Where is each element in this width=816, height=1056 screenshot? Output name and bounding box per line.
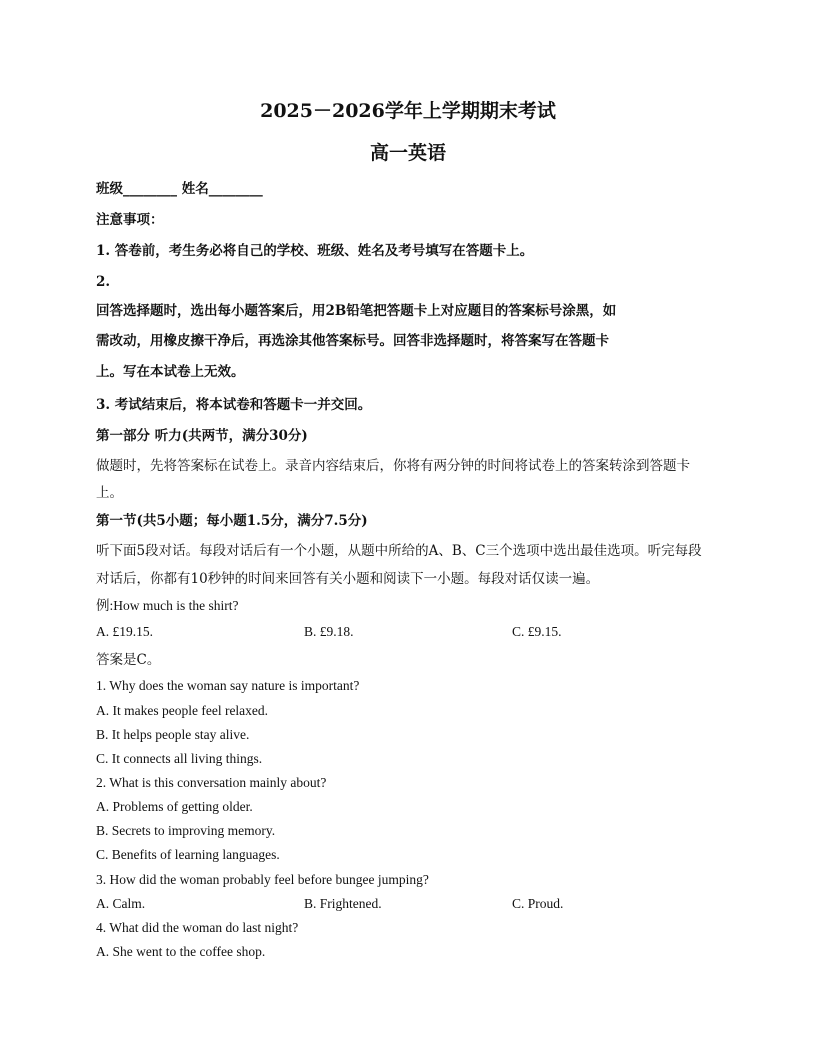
class-blank: ________ [123, 181, 177, 197]
question-1-option-a: A. It makes people feel relaxed. [96, 703, 269, 718]
class-label: 班级 [96, 181, 123, 197]
exam-subject: 高一英语 [369, 142, 446, 164]
part1-intro-line-1: 做题时，先将答案标在试卷上。录音内容结束后，你将有两分钟的时间将试卷上的答案转涂到答题卡 [96, 458, 690, 474]
example-question: 例:How much is the shirt? [96, 598, 239, 613]
question-4-stem: 4. What did the woman do last night? [96, 920, 299, 935]
part1-intro-line-2: 上。 [96, 485, 123, 501]
example-answer: 答案是C。 [96, 652, 161, 668]
note-item-2-line-1: 回答选择题时，选出每小题答案后，用2B铅笔把答题卡上对应题目的答案标号涂黑，如 [96, 303, 617, 319]
question-4-option-a: A. She went to the coffee shop. [96, 944, 266, 959]
name-label: 姓名 [181, 181, 209, 197]
question-1-option-b: B. It helps people stay alive. [96, 727, 250, 742]
question-1-option-c: C. It connects all living things. [96, 751, 263, 766]
part1-heading: 第一部分 听力(共两节，满分30分) [96, 428, 308, 444]
notes-heading: 注意事项： [96, 212, 164, 228]
question-3-stem: 3. How did the woman probably feel before bungee jumping? [96, 872, 429, 887]
note-item-2-line-3: 上。写在本试卷上无效。 [96, 364, 245, 380]
name-blank: ________ [208, 181, 263, 197]
question-2-option-a: A. Problems of getting older. [96, 799, 253, 814]
example-option-c: C. £9.15. [512, 624, 562, 639]
question-2-stem: 2. What is this conversation mainly about? [96, 775, 327, 790]
section1-intro-line-2: 对话后，你都有10秒钟的时间来回答有关小题和阅读下一小题。每段对话仅读一遍。 [96, 571, 600, 587]
question-1-stem: 1. Why does the woman say nature is important? [96, 678, 360, 693]
info-line [96, 180, 263, 198]
section1-intro-line-1: 听下面5段对话。每段对话后有一个小题，从题中所给的A、B、C三个选项中选出最佳选项。听完每段 [96, 543, 702, 559]
example-option-b: B. £9.18. [304, 624, 354, 639]
question-2-option-c: C. Benefits of learning languages. [96, 847, 280, 862]
note-item-3: 3. 考试结束后，将本试卷和答题卡一并交回。 [96, 397, 372, 413]
question-3-option-c: C. Proud. [512, 896, 564, 911]
question-3-option-b: B. Frightened. [304, 896, 382, 911]
note-item-2-number: 2. [96, 274, 111, 290]
section1-heading: 第一节(共5小题；每小题1.5分，满分7.5分) [96, 513, 368, 529]
note-item-1: 1. 答卷前，考生务必将自己的学校、班级、姓名及考号填写在答题卡上。 [96, 243, 534, 259]
question-3-option-a: A. Calm. [96, 896, 146, 911]
exam-title: 2025－2026学年上学期期末考试 [260, 100, 556, 122]
question-2-option-b: B. Secrets to improving memory. [96, 823, 276, 838]
example-option-a: A. £19.15. [96, 624, 153, 639]
note-item-2-line-2: 需改动，用橡皮擦干净后，再选涂其他答案标号。回答非选择题时，将答案写在答题卡 [96, 333, 609, 349]
